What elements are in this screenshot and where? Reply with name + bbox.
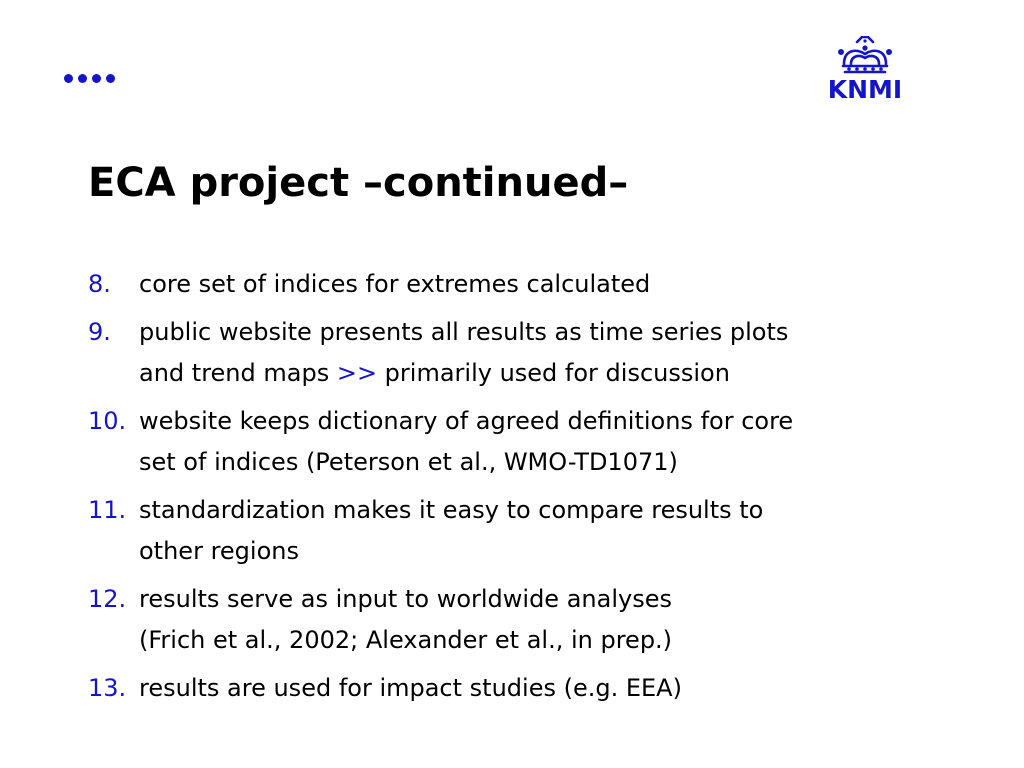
logo-text: KNMI <box>827 75 903 104</box>
item-number: 13. <box>88 674 127 702</box>
item-number: 8. <box>88 270 111 298</box>
item-line: results serve as input to worldwide analyses <box>139 585 672 613</box>
item-number: 9. <box>88 318 111 346</box>
item-line: results are used for impact studies (e.g. EEA) <box>139 674 682 702</box>
item-line-before: and trend maps <box>139 359 337 387</box>
item-line: (Frich et al., 2002; Alexander et al., in prep.) <box>139 626 673 654</box>
item-text <box>139 668 682 709</box>
page-title: ECA project –continued– <box>88 160 629 206</box>
item-line: public website presents all results as time series plots <box>139 318 789 346</box>
list-item <box>88 668 988 709</box>
list-item <box>88 264 988 305</box>
crown-icon <box>822 36 908 76</box>
item-list <box>88 264 988 716</box>
list-item <box>88 401 988 483</box>
item-number: 10. <box>88 407 127 435</box>
item-number: 12. <box>88 585 127 613</box>
dot <box>106 74 115 83</box>
item-text <box>139 312 788 394</box>
item-text <box>139 401 793 483</box>
dot <box>78 74 87 83</box>
dot <box>92 74 101 83</box>
item-text <box>139 264 650 305</box>
item-text <box>139 579 672 661</box>
list-item <box>88 490 988 572</box>
item-line: other regions <box>139 537 299 565</box>
arrow-text: >> <box>336 359 378 387</box>
item-line-after: primarily used for discussion <box>377 359 730 387</box>
knmi-logo <box>822 36 908 106</box>
list-item <box>88 579 988 661</box>
item-line: core set of indices for extremes calculated <box>139 270 651 298</box>
list-item <box>88 312 988 394</box>
item-line <box>139 353 788 394</box>
item-text <box>139 490 763 572</box>
item-line: set of indices (Peterson et al., WMO-TD1071) <box>139 448 678 476</box>
dot <box>64 74 73 83</box>
item-line: website keeps dictionary of agreed definitions for core <box>139 407 794 435</box>
dots-icon <box>64 74 115 83</box>
item-line: standardization makes it easy to compare results to <box>139 496 764 524</box>
item-number: 11. <box>88 496 127 524</box>
